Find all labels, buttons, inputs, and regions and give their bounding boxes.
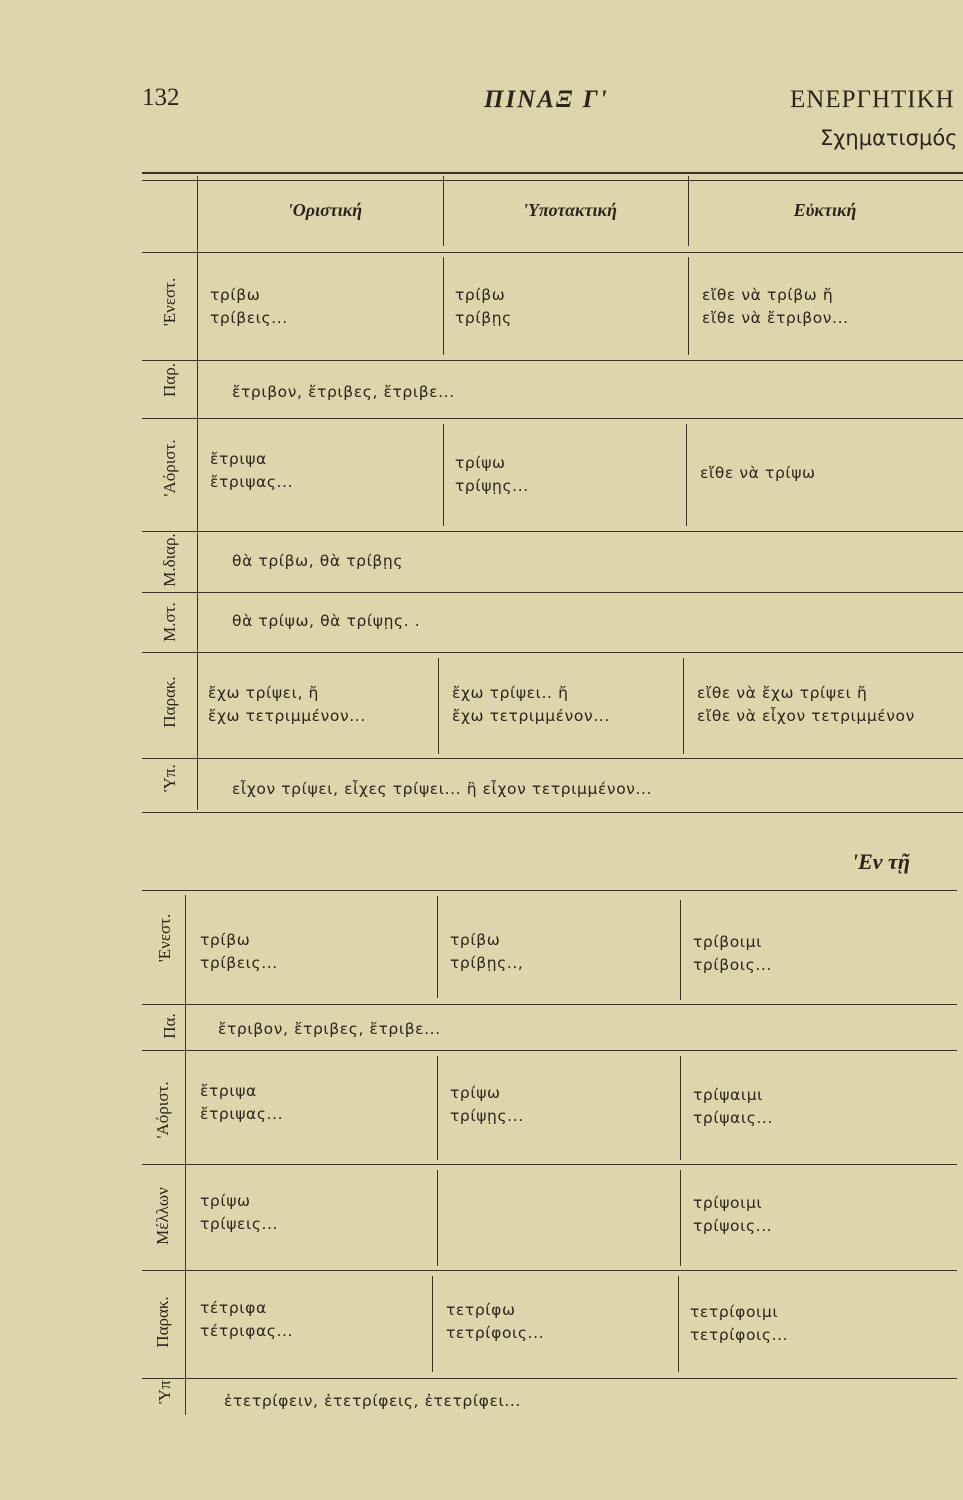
subjunctive-line: τρίψῃς... xyxy=(450,1107,524,1125)
row-label: Μ.διαρ. xyxy=(160,533,179,587)
row-rule xyxy=(142,531,963,532)
subjunctive-line: ἔχω τρίψει.. ἤ xyxy=(452,684,569,702)
row-rule xyxy=(142,652,963,653)
row-rule xyxy=(142,1270,957,1271)
span-row-text: θὰ τρίβω, θὰ τρίβῃς xyxy=(232,552,404,570)
row-label: Παρακ. xyxy=(160,676,179,728)
header-rule xyxy=(142,252,963,253)
subjunctive-line: τρίβω xyxy=(455,286,506,304)
cell-divider xyxy=(437,896,438,998)
indicative-line: τρίβεις... xyxy=(200,954,278,972)
row-label: 'Ενεστ. xyxy=(155,913,174,963)
optative-line: τρίψοις... xyxy=(693,1217,773,1235)
indicative-line: ἔτριψας... xyxy=(200,1105,284,1123)
section-subtitle: Σχηματισμός xyxy=(820,126,958,150)
subjunctive-line: τρίψῃς... xyxy=(455,477,529,495)
top-rule xyxy=(142,890,957,891)
header-divider-1 xyxy=(443,176,444,246)
table-bottom-rule xyxy=(142,812,963,813)
row-rule xyxy=(142,592,963,593)
indicative-line: ἔτριψα xyxy=(210,450,267,468)
indicative-line: τέτριφα xyxy=(200,1299,267,1317)
cell-divider xyxy=(678,1276,679,1372)
subjunctive-line: τρίψω xyxy=(450,1084,501,1102)
indicative-line: τέτριφας... xyxy=(200,1322,294,1340)
indicative-line: τρίψεις... xyxy=(200,1215,279,1233)
indicative-line: τρίβω xyxy=(210,286,261,304)
cell-divider xyxy=(680,1056,681,1160)
row-rule xyxy=(142,758,963,759)
span-row-text: θὰ τρίψω, θὰ τρίψῃς. . xyxy=(232,612,421,630)
row-rule xyxy=(142,1050,957,1051)
cell-divider xyxy=(443,257,444,355)
span-row-text: ἔτριβον, ἔτριβες, ἔτριβε... xyxy=(218,1020,441,1038)
indicative-line: ἔτριψας... xyxy=(210,473,294,491)
span-row-text: ἐτετρίφειν, ἐτετρίφεις, ἐτετρίφει... xyxy=(224,1392,521,1410)
label-column-divider xyxy=(197,176,198,810)
optative-line: τετρίφοιμι xyxy=(690,1303,779,1321)
section-title: ΕΝΕΡΓΗΤΙΚΗ xyxy=(790,86,955,113)
table-title: ΠΙΝΑΞ Γ' xyxy=(484,86,609,113)
subjunctive-line: τρίψω xyxy=(455,454,506,472)
optative-line: εἴθε νὰ τρίβω ἤ xyxy=(702,286,834,304)
span-row-text: εἶχον τρίψει, εἶχες τρίψει... ἢ εἶχον τετριμμένον... xyxy=(232,780,653,798)
top-rule xyxy=(142,172,963,174)
cell-divider xyxy=(432,1276,433,1372)
section-heading: 'Εν τῇ xyxy=(852,849,910,874)
optative-line: εἴθε νὰ εἶχον τετριμμένον xyxy=(697,707,915,725)
header-divider-2 xyxy=(688,176,689,246)
indicative-line: τρίβεις... xyxy=(210,309,288,327)
row-label: 'Αόριστ. xyxy=(153,1081,172,1139)
row-rule xyxy=(142,418,963,419)
indicative-line: ἔχω τρίψει, ἤ xyxy=(208,684,319,702)
row-label: Μέλλων xyxy=(153,1187,172,1245)
optative-line: τρίβοιμι xyxy=(693,933,762,951)
row-label: Παρακ. xyxy=(153,1296,172,1348)
cell-divider xyxy=(437,1170,438,1266)
subjunctive-line: τρίβῃς.., xyxy=(450,954,524,972)
optative-line: εἴθε νὰ τρίψω xyxy=(700,464,816,482)
cell-divider xyxy=(437,1056,438,1160)
column-header-indicative: 'Οριστική xyxy=(287,200,363,220)
indicative-line: τρίβω xyxy=(200,931,251,949)
row-label: Παρ. xyxy=(160,363,179,397)
subjunctive-line: τετρίφοις... xyxy=(446,1324,545,1342)
indicative-line: ἔτριψα xyxy=(200,1082,257,1100)
label-column-divider xyxy=(185,895,186,1415)
subjunctive-line: τετρίφω xyxy=(446,1301,516,1319)
cell-divider xyxy=(686,424,687,526)
cell-divider xyxy=(680,1170,681,1266)
span-row-text: ἔτριβον, ἔτριβες, ἔτριβε... xyxy=(232,383,455,401)
top-rule-thin xyxy=(142,180,963,181)
row-label: Ὑπ. xyxy=(160,764,179,792)
cell-divider xyxy=(443,424,444,526)
row-label: Ὑπ xyxy=(155,1380,174,1404)
cell-divider xyxy=(680,900,681,1000)
indicative-line: ἔχω τετριμμένον... xyxy=(208,707,366,725)
cell-divider xyxy=(688,257,689,355)
column-header-subjunctive: 'Υποτακτική xyxy=(523,200,617,220)
subjunctive-line: τρίβω xyxy=(450,931,501,949)
cell-divider xyxy=(438,658,439,754)
optative-line: τρίψαις... xyxy=(693,1109,773,1127)
cell-divider xyxy=(683,658,684,754)
row-label: Πα. xyxy=(160,1013,179,1039)
optative-line: εἴθε νὰ ἔχω τρίψει ἤ xyxy=(697,684,868,702)
row-label: Μ.στ. xyxy=(160,602,179,642)
indicative-line: τρίψω xyxy=(200,1192,251,1210)
subjunctive-line: ἔχω τετριμμένον... xyxy=(452,707,610,725)
row-label: 'Αόριστ. xyxy=(160,439,179,497)
optative-line: τρίβοις... xyxy=(693,956,772,974)
subjunctive-line: τρίβῃς xyxy=(455,309,512,327)
row-rule xyxy=(142,1378,957,1379)
page-number: 132 xyxy=(142,84,180,111)
optative-line: τρίψοιμι xyxy=(693,1194,763,1212)
optative-line: τρίψαιμι xyxy=(693,1086,764,1104)
row-rule xyxy=(142,1164,957,1165)
row-rule xyxy=(142,1004,957,1005)
row-label: 'Ενεστ. xyxy=(160,277,179,327)
optative-line: τετρίφοις... xyxy=(690,1326,789,1344)
column-header-optative: Εὐκτική xyxy=(793,200,857,220)
optative-line: εἴθε νὰ ἔτριβον... xyxy=(702,309,849,327)
row-rule xyxy=(142,360,963,361)
